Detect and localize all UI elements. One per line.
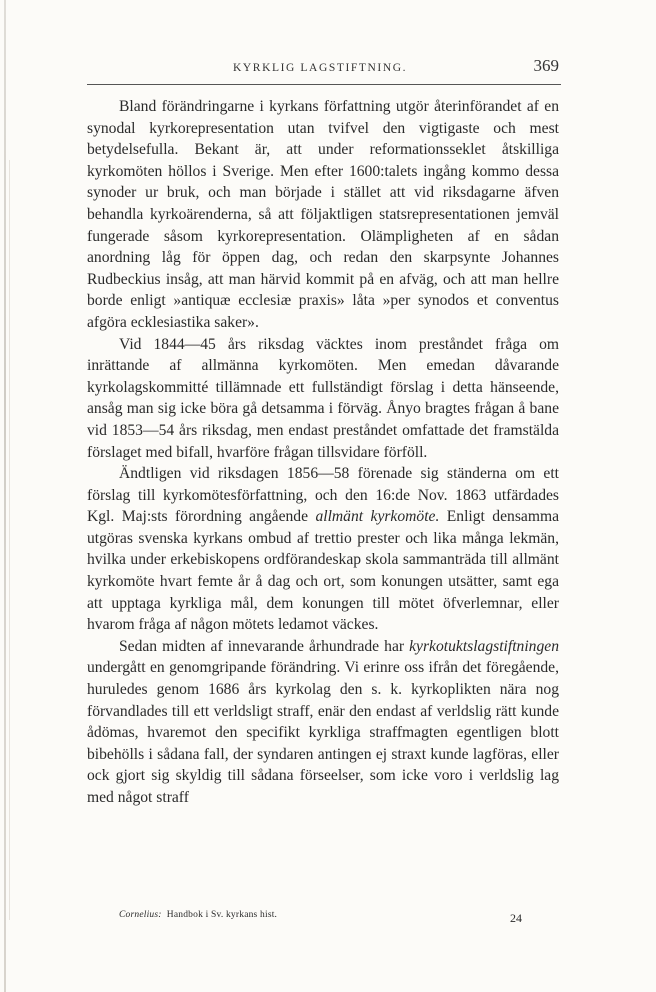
paragraph-text: Sedan midten af innevarande århundrade har [119, 637, 410, 655]
paragraph-text: Enligt densamma utgöras svenska kyrkans ombud af trettio prester och lika många lekmän, hvilka under erkebiskopens ordförandeskap skola sammanträda till allmänt kyrkomöte hvart femte år å dag och ort, som konungen utsätter, samt ega att upptaga kyrkliga mål, dem konungen till mötet öfverlemnar, eller hvarom fråga af någon mötets ledamot väckes. [87, 508, 559, 634]
page-footer [87, 908, 561, 928]
running-title: KYRKLIG LAGSTIFTNING. [233, 62, 408, 74]
paragraph-text: Ändtligen vid riksdagen 1856—58 förenade sig ständerna om ett förslag till kyrkomötesförfattning, och den 16:de Nov. 1863 utfärdades Kgl. Maj:sts förordning angående [87, 465, 559, 526]
page-spine-shadow [9, 160, 10, 920]
paragraph [87, 636, 559, 809]
body-text [87, 96, 559, 809]
page-spine-edge [4, 0, 6, 992]
paragraph [87, 463, 559, 636]
emphasized-term: allmänt kyrkomöte. [315, 508, 440, 526]
page-header [87, 50, 561, 90]
footer-author: Cornelius: [119, 910, 162, 920]
paragraph: Vid 1844—45 års riksdag väcktes inom preståndet fråga om inrättande af allmänna kyrkomöten. Men emedan dåvarande kyrkolagskommitté tillämnade ett fullständigt förslag i detta hänseende, ansåg man sig icke böra gå detsamma i förväg. Ånyo bragtes frågan å bane vid 1853—54 års riksdag, men endast preståndet omfattade det framstälda förslaget med bifall, hvarföre frågan tillsvidare förföll. [87, 335, 559, 461]
signature-mark: 24 [510, 911, 522, 925]
footer-reference [119, 910, 277, 920]
paragraph: Bland förändringarne i kyrkans författning utgör återinförandet af en synodal kyrkorepresentation utan tvifvel den vigtigaste och mest betydelsefulla. Bekant är, att under reformationsseklet åtskilliga kyrkomöten höllos i Sverige. Men efter 1600:talets ingång kommo dessa synoder ur bruk, och man började i stället att vid riksdagarne äfven behandla kyrkoärenderna, så att följaktligen statsrepresentationen jemväl fungerade såsom kyrkorepresentation. Olämpligheten af en sådan anordning låg för öppen dag, och redan den skarpsynte Johannes Rudbeckius insåg, att man härvid kommit på en afväg, och att man hellre borde enligt »antiquæ ecclesiæ praxis» låta »per synodos et conventus afgöra ecklesiastika saker». [87, 98, 559, 331]
page-number: 369 [533, 56, 559, 75]
header-rule [87, 84, 561, 85]
paragraph-text: undergått en genomgripande förändring. Vi erinre oss ifrån det föregående, huruledes genom 1686 års kyrkolag den s. k. kyrkoplikten nära nog förvandlades till ett verldsligt straff, enär den endast af verldslig rätt kunde ådömas, hvaremot den specifikt kyrkliga straffmagten egentligen blott bibehölls i sådana fall, der syndaren antingen ej straxt kunde lagföras, eller ock gjort sig skyldig till sådana förseelser, som icke voro i verldslig lag med något straff [87, 659, 559, 806]
footer-book-title: Handbok i Sv. kyrkans hist. [166, 910, 278, 920]
emphasized-term: kyrkotuktslagstiftningen [409, 637, 559, 655]
